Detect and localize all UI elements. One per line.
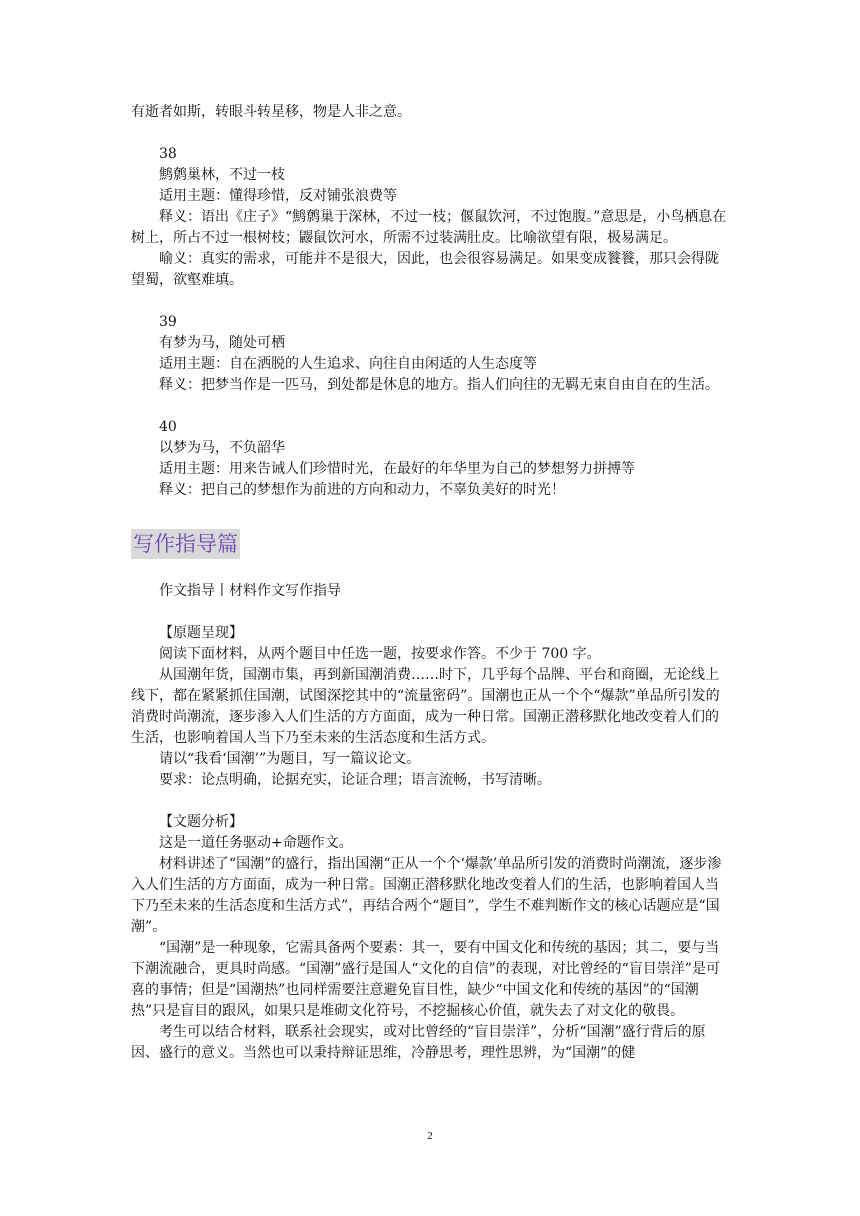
question-analysis (131, 812, 731, 1064)
section-heading: 写作指导篇 (131, 529, 240, 559)
original-label: 【原题呈现】 (159, 625, 243, 641)
entry-title: 以梦为马，不负韶华 (159, 440, 285, 456)
intro-line: 有逝者如斯，转眼斗转星移，物是人非之意。 (131, 104, 411, 120)
entry-number: 40 (159, 419, 177, 435)
entry-explanation: 释义：语出《庄子》“鹪鹩巢于深林，不过一枝；偃鼠饮河，不过饱腹。”意思是，小鸟栖息在树上，所占不过一根树枝；鼹鼠饮河水，所需不过装满肚皮。比喻欲望有限，极易满足。 (131, 209, 727, 246)
entry-title: 鹪鹩巢林，不过一枝 (159, 167, 285, 183)
entry-40 (131, 417, 731, 501)
original-material: 从国潮年货，国潮市集，再到新国潮消费……时下，几乎每个品牌、平台和商圈，无论线上线下，都在紧紧抓住国潮，试图深挖其中的“流量密码”。国潮也正从一个个“爆款”单品所引发的消费时尚潮流，逐步渗入人们生活的方方面面，成为一种日常。国潮正潜移默化地改变着人们的生活，也影响着国人当下乃至未来的生活态度和生活方式。 (131, 667, 720, 746)
page-number: 2 (427, 1130, 433, 1142)
entry-explanation: 释义：把自己的梦想作为前进的方向和动力，不辜负美好的时光！ (159, 482, 565, 498)
analysis-paragraph: 考生可以结合材料，联系社会现实，或对比曾经的“盲目崇洋”，分析“国潮”盛行背后的原因、盛行的意义。当然也可以秉持辩证思维，冷静思考，理性思辨，为“国潮”的健 (131, 1024, 706, 1061)
entry-number: 39 (159, 314, 177, 330)
analysis-label: 【文题分析】 (159, 814, 243, 830)
original-instruction: 阅读下面材料，从两个题目中任选一题，按要求作答。不少于 700 字。 (159, 646, 601, 662)
entry-theme: 适用主题：懂得珍惜，反对铺张浪费等 (159, 188, 397, 204)
entry-theme: 适用主题：自在洒脱的人生追求、向往自由闲适的人生态度等 (159, 356, 537, 372)
entry-title: 有梦为马，随处可栖 (159, 335, 285, 351)
entry-metaphor: 喻义：真实的需求，可能并不是很大，因此，也会很容易满足。如果变成餮餮，那只会得陇望蜀，欲壑难填。 (131, 251, 719, 288)
original-question (131, 623, 731, 791)
guide-title: 作文指导丨材料作文写作指导 (159, 583, 341, 599)
original-requirements: 要求：论点明确，论据充实，论证合理；语言流畅，书写清晰。 (159, 772, 551, 788)
page-content (131, 102, 731, 1064)
analysis-paragraph: 材料讲述了“国潮”的盛行，指出国潮“正从一个个‘爆款’单品所引发的消费时尚潮流，逐步渗入人们生活的方方面面，成为一种日常。国潮正潜移默化地改变着人们的生活，也影响着国人当下乃至未来的生活态度和生活方式”，再结合两个“题目”，学生不难判断作文的核心话题应是“国潮”。 (131, 856, 722, 935)
entry-38 (131, 144, 731, 291)
entry-39 (131, 312, 731, 396)
entry-explanation: 释义：把梦当作是一匹马，到处都是休息的地方。指人们向往的无羁无束自由自在的生活。 (159, 377, 719, 393)
analysis-paragraph: 这是一道任务驱动+命题作文。 (159, 835, 353, 851)
entry-number: 38 (159, 146, 177, 162)
analysis-paragraph: “国潮”是一种现象，它需具备两个要素：其一，要有中国文化和传统的基因；其二，要与当下潮流融合，更具时尚感。“国潮”盛行是国人“文化的自信”的表现，对比曾经的“盲目崇洋”是可喜的事情；但是“国潮热”也同样需要注意避免盲目性，缺少“中国文化和传统的基因”的“国潮热”只是盲目的跟风，如果只是堆砌文化符号，不挖掘核心价值，就失去了对文化的敬畏。 (131, 940, 720, 1019)
entry-theme: 适用主题：用来告诫人们珍惜时光，在最好的年华里为自己的梦想努力拼搏等 (159, 461, 635, 477)
original-prompt: 请以“我看‘国潮’”为题目，写一篇议论文。 (159, 751, 421, 767)
